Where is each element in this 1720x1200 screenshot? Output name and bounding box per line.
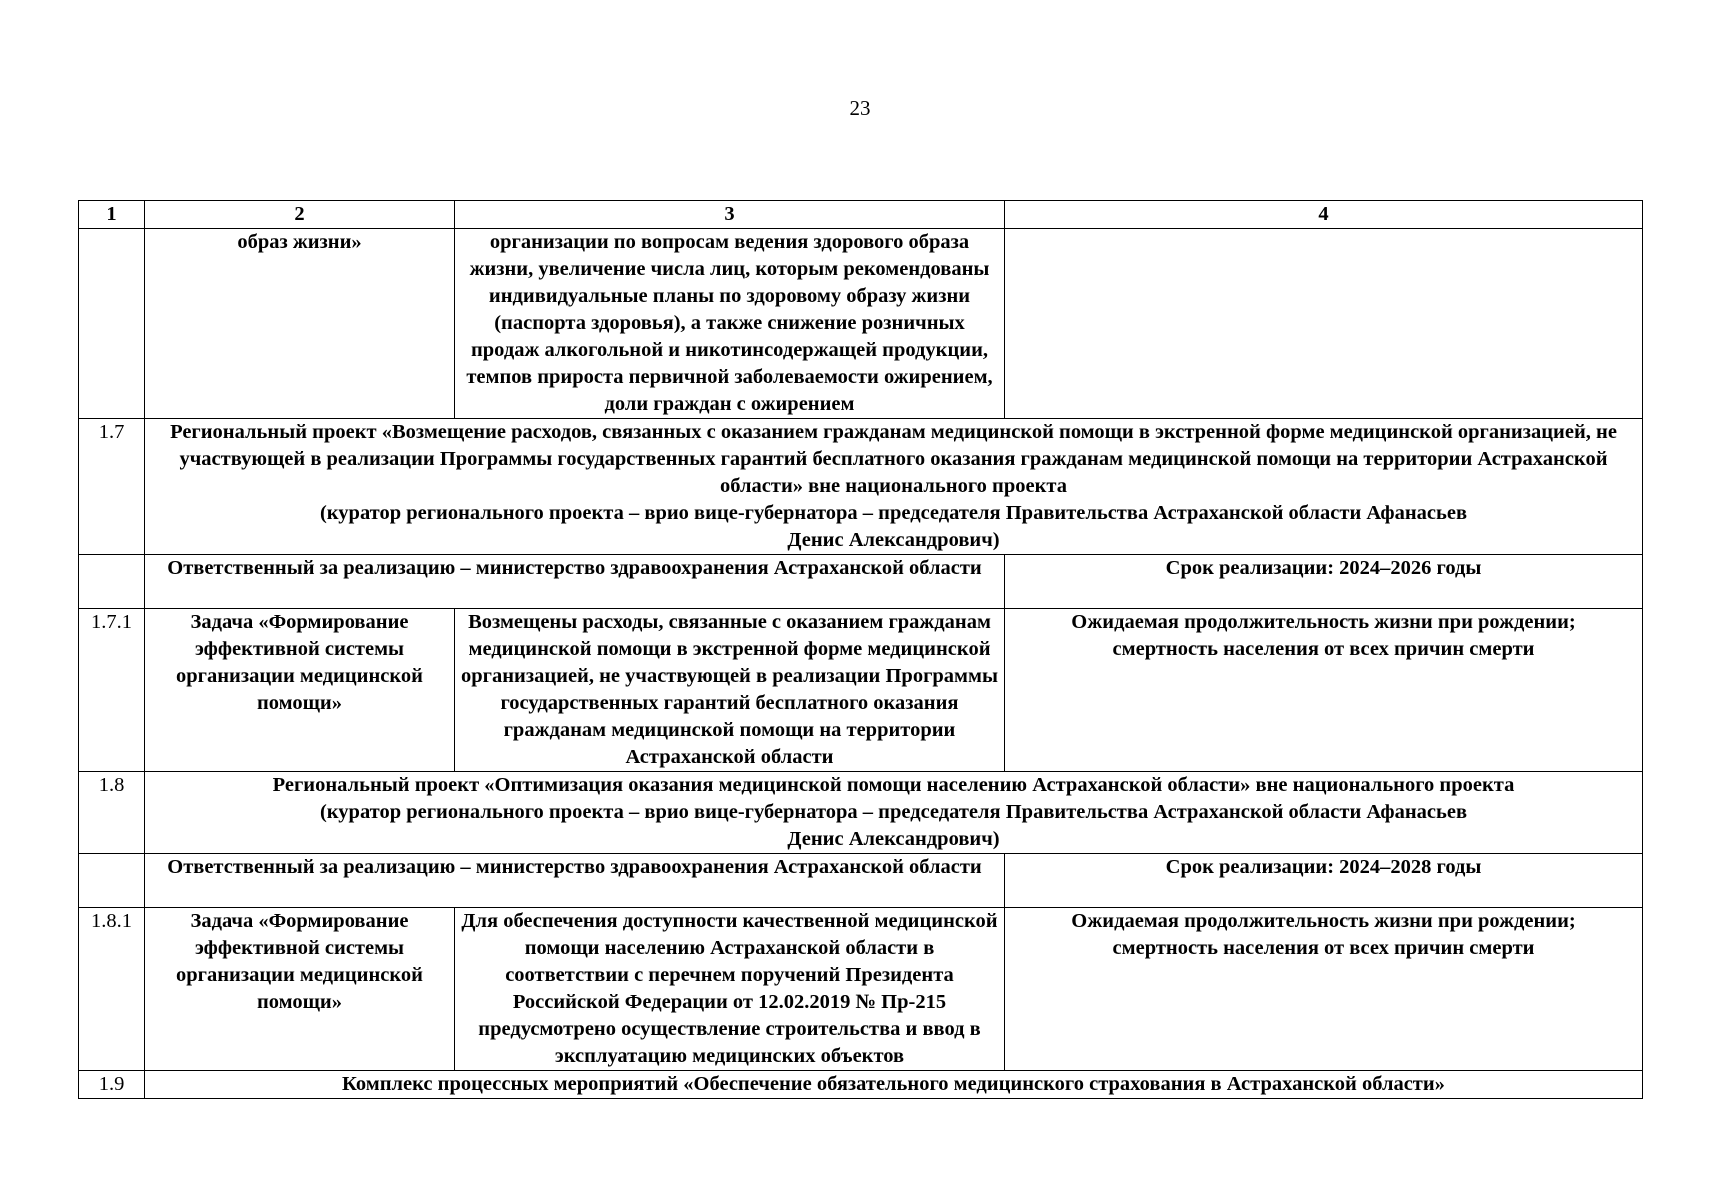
section-number-1-7: 1.7 bbox=[79, 419, 145, 555]
responsible-row-1-8 bbox=[79, 854, 1643, 908]
header-col-1: 1 bbox=[79, 201, 145, 229]
responsible-1-7: Ответственный за реализацию – министерство здравоохранения Астраханской области bbox=[145, 555, 1005, 609]
term-1-7: Срок реализации: 2024–2026 годы bbox=[1005, 555, 1643, 609]
section-title-1-9: Комплекс процессных мероприятий «Обеспечение обязательного медицинского страхования в Астраханской области» bbox=[145, 1071, 1643, 1099]
section-curator-1-7: (куратор регионального проекта – врио вице-губернатора – председателя Правительства Астраханской области Афанасьев Денис Александрович) bbox=[319, 502, 1468, 551]
responsible-row-1-7 bbox=[79, 555, 1643, 609]
task-indicators-1-7-1: Ожидаемая продолжительность жизни при рождении; смертность населения от всех причин смерти bbox=[1005, 609, 1643, 772]
term-1-8: Срок реализации: 2024–2028 годы bbox=[1005, 854, 1643, 908]
task-name-1-7-1: Задача «Формирование эффективной системы организации медицинской помощи» bbox=[145, 609, 455, 772]
header-col-4: 4 bbox=[1005, 201, 1643, 229]
section-curator-1-8: (куратор регионального проекта – врио вице-губернатора – председателя Правительства Астраханской области Афанасьев Денис Александрович) bbox=[319, 801, 1468, 850]
continuation-task-cell: образ жизни» bbox=[145, 229, 455, 419]
continuation-result-cell: организации по вопросам ведения здорового образа жизни, увеличение числа лиц, которым рекомендованы индивидуальные планы по здоровому образу жизни (паспорта здоровья), а также снижение розничных продаж алкогольной и никотинсодержащей продукции, темпов прироста первичной заболеваемости ожирением, доли граждан с ожирением bbox=[455, 229, 1005, 419]
task-name-1-8-1: Задача «Формирование эффективной системы организации медицинской помощи» bbox=[145, 908, 455, 1071]
section-row-1-8 bbox=[79, 772, 1643, 854]
program-structure-table bbox=[78, 200, 1643, 1099]
section-row-1-7 bbox=[79, 419, 1643, 555]
table-row-continuation bbox=[79, 229, 1643, 419]
task-indicators-1-8-1: Ожидаемая продолжительность жизни при рождении; смертность населения от всех причин смерти bbox=[1005, 908, 1643, 1071]
responsible-number-cell-1-7 bbox=[79, 555, 145, 609]
section-title-cell-1-8 bbox=[145, 772, 1643, 854]
table-header-row bbox=[79, 201, 1643, 229]
continuation-number-cell bbox=[79, 229, 145, 419]
responsible-1-8: Ответственный за реализацию – министерство здравоохранения Астраханской области bbox=[145, 854, 1005, 908]
task-row-1-7-1 bbox=[79, 609, 1643, 772]
task-result-1-7-1: Возмещены расходы, связанные с оказанием гражданам медицинской помощи в экстренной форме медицинской организацией, не участвующей в реализации Программы государственных гарантий бесплатного оказания гражданам медицинской помощи на территории Астраханской области bbox=[455, 609, 1005, 772]
section-row-1-9 bbox=[79, 1071, 1643, 1099]
responsible-number-cell-1-8 bbox=[79, 854, 145, 908]
header-col-2: 2 bbox=[145, 201, 455, 229]
section-title-cell-1-7 bbox=[145, 419, 1643, 555]
section-title-1-8: Региональный проект «Оптимизация оказания медицинской помощи населению Астраханской области» вне национального проекта bbox=[272, 774, 1515, 796]
section-number-1-8: 1.8 bbox=[79, 772, 145, 854]
task-row-1-8-1 bbox=[79, 908, 1643, 1071]
header-col-3: 3 bbox=[455, 201, 1005, 229]
task-number-1-7-1: 1.7.1 bbox=[79, 609, 145, 772]
section-number-1-9: 1.9 bbox=[79, 1071, 145, 1099]
continuation-indicator-cell bbox=[1005, 229, 1643, 419]
page-number: 23 bbox=[849, 96, 871, 120]
task-number-1-8-1: 1.8.1 bbox=[79, 908, 145, 1071]
task-result-1-8-1: Для обеспечения доступности качественной медицинской помощи населению Астраханской области в соответствии с перечнем поручений Президента Российской Федерации от 12.02.2019 № Пр-215 предусмотрено осуществление строительства и ввод в эксплуатацию медицинских объектов bbox=[455, 908, 1005, 1071]
section-title-1-7: Региональный проект «Возмещение расходов, связанных с оказанием гражданам медицинской помощи в экстренной форме медицинской организацией, не участвующей в реализации Программы государственных гарантий бесплатного оказания гражданам медицинской помощи на территории Астраханской области» вне национального проекта bbox=[170, 421, 1617, 497]
